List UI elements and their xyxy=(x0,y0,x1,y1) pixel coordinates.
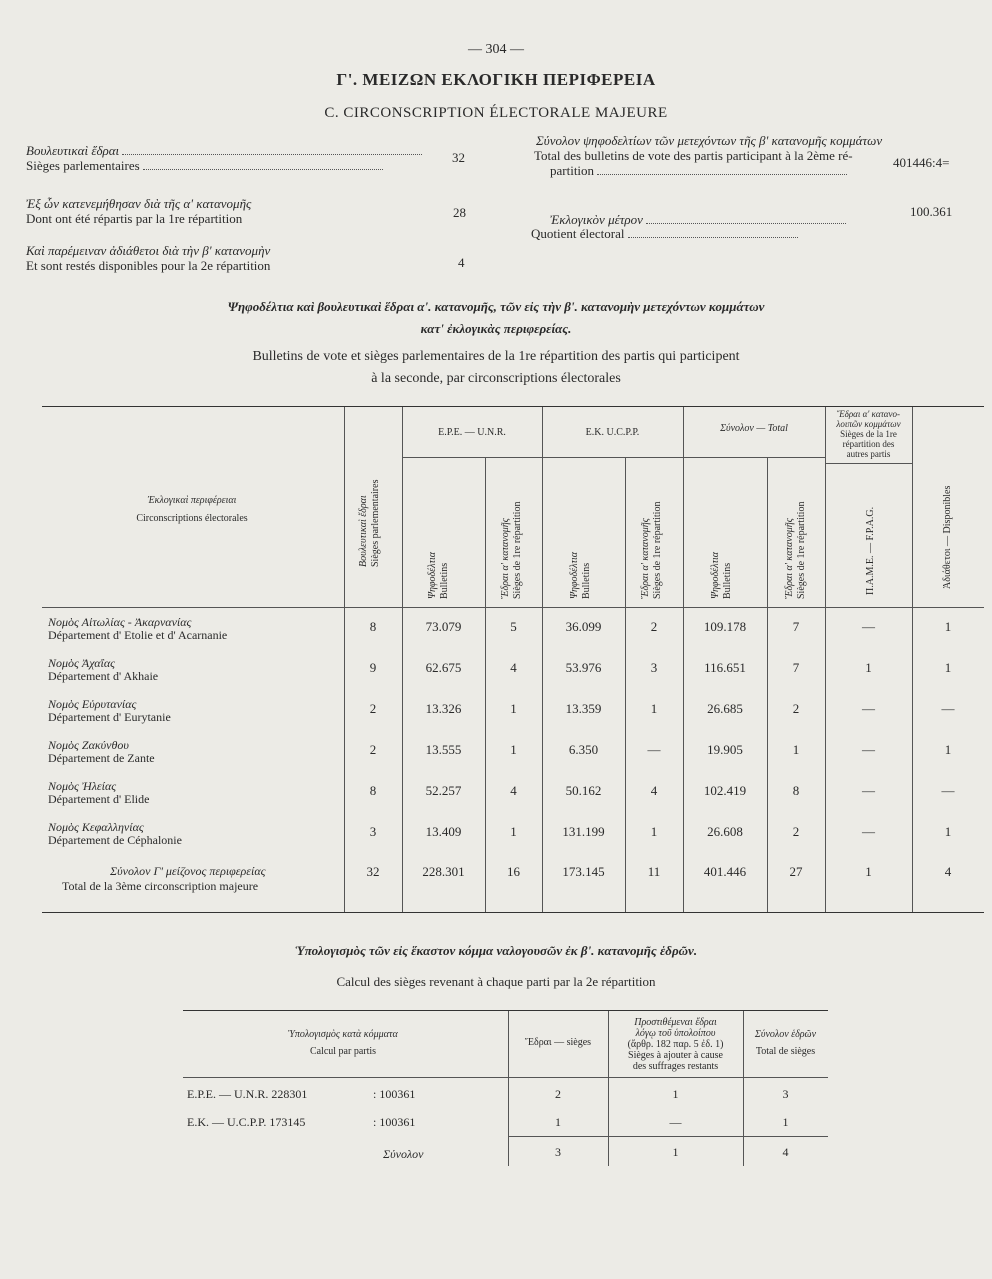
cell-ek-seats: 1 xyxy=(650,824,658,839)
cell-seats: 3 xyxy=(369,824,377,839)
calc-row-total: 1 xyxy=(782,1115,789,1129)
cell-epe-votes: 62.675 xyxy=(425,660,462,675)
calc-col2: Ἕδραι — sièges xyxy=(524,1037,592,1048)
cell-epe-seats: 1 xyxy=(510,742,517,757)
cell-epe-votes: 13.555 xyxy=(425,742,462,757)
cell-other: — xyxy=(862,619,875,634)
summary-seats-gr: Βουλευτικαὶ ἕδραι xyxy=(26,143,120,158)
summary-seats-fr: Sièges parlementaires xyxy=(26,158,140,173)
group-other-5: autres partis xyxy=(846,449,891,459)
summary-total-votes-value: 401446:4= xyxy=(893,155,950,170)
cell-epe-seats: 5 xyxy=(510,619,517,634)
summary-total-votes-fr-2: partition xyxy=(550,163,595,178)
group-other-1: Ἕδραι α' κατανο- xyxy=(836,409,901,419)
sub-ek-votes-fr: Bulletins xyxy=(581,562,592,599)
cell-epe-votes: 52.257 xyxy=(425,783,462,798)
section-title-french-2: à la seconde, par circonscriptions électorales xyxy=(371,371,621,386)
results-table xyxy=(42,406,984,913)
calc-col3-4: Sièges à ajouter à cause xyxy=(628,1050,723,1061)
row-region-gr: Νομὸς Ἠλείας xyxy=(48,779,117,793)
section-title-greek-1: Ψηφοδέλτια καὶ βουλευτικαὶ ἕδραι α'. κατανομῆς, τῶν εἰς τὴν β'. κατανομὴν μετεχόντων κομμάτων xyxy=(227,299,765,314)
group-epe: E.P.E. — U.N.R. xyxy=(438,427,506,438)
summary-remaining-value: 4 xyxy=(458,255,465,270)
section-title-greek-2: κατ' ἐκλογικὰς περιφερείας. xyxy=(420,321,572,336)
cell-seats: 2 xyxy=(369,701,377,716)
cell-ek-seats: — xyxy=(647,742,661,757)
cell-ek-votes: 50.162 xyxy=(565,783,602,798)
row-region-fr: Département d' Akhaie xyxy=(48,669,159,683)
cell-epe-seats: 4 xyxy=(510,783,517,798)
total-available: 4 xyxy=(944,864,952,879)
group-other-2: λοιπῶν κομμάτων xyxy=(836,419,901,429)
calc-col3-2: λόγῳ τοῦ ὑπολοίπου xyxy=(635,1028,716,1039)
sub-epe-seats-gr: Ἕδραι α' κατανομῆς xyxy=(500,518,511,599)
summary-quotient-fr-wrap xyxy=(531,226,911,241)
cell-epe-votes: 13.326 xyxy=(425,701,462,716)
calc-sum-added: 1 xyxy=(672,1145,679,1159)
cell-seats: 2 xyxy=(369,742,377,757)
cell-avail: 1 xyxy=(944,619,952,634)
cell-ek-votes: 6.350 xyxy=(568,742,599,757)
cell-ek-votes: 13.359 xyxy=(565,701,602,716)
cell-ek-seats: 2 xyxy=(650,619,658,634)
group-other-4: répartition des xyxy=(842,439,895,449)
cell-other: — xyxy=(862,742,875,757)
calc-row-seats: 1 xyxy=(555,1115,561,1129)
page-title-greek: Γ'. ΜΕΙΖΩΝ ΕΚΛΟΓΙΚΗ ΠΕΡΙΦΕΡΕΙΑ xyxy=(336,70,656,89)
sub-tot-seats-fr: Sièges de 1re répartition xyxy=(796,501,807,599)
cell-tot-seats: 2 xyxy=(792,701,800,716)
total-seats: 32 xyxy=(366,864,380,879)
calc-col1-fr: Calcul par partis xyxy=(309,1046,377,1057)
total-tot-seats: 27 xyxy=(789,864,803,879)
summary-total-votes-gr: Σύνολον ψηφοδελτίων τῶν μετεχόντων τῆς β' κατανομῆς κομμάτων xyxy=(536,133,883,148)
cell-ek-seats: 4 xyxy=(650,783,658,798)
calc-row-added: 1 xyxy=(672,1087,679,1101)
col-available: Ἀδιάθετοι — Disponibles xyxy=(942,485,953,589)
summary-remaining-fr: Et sont restés disponibles pour la 2e répartition xyxy=(26,258,271,273)
cell-epe-seats: 4 xyxy=(510,660,517,675)
summary-quotient-fr: Quotient électoral xyxy=(531,226,625,241)
calc-row-divisor: : 100361 xyxy=(373,1115,416,1129)
calc-col4-gr: Σύνολον ἑδρῶν xyxy=(754,1029,817,1040)
summary-quotient-gr: Ἐκλογικὸν μέτρον xyxy=(550,212,643,227)
calc-title-french: Calcul des sièges revenant à chaque parti par la 2e répartition xyxy=(336,974,656,989)
row-region-gr: Νομὸς Κεφαλληνίας xyxy=(48,820,144,834)
calc-col1-gr: Ὑπολογισμὸς κατὰ κόμματα xyxy=(288,1029,398,1040)
sub-ek-seats-fr: Sièges de 1re répartition xyxy=(652,501,663,599)
cell-other: — xyxy=(862,783,875,798)
total-tot-votes: 401.446 xyxy=(703,864,747,879)
calc-row-seats: 2 xyxy=(555,1087,561,1101)
cell-epe-votes: 73.079 xyxy=(425,619,462,634)
cell-tot-votes: 26.685 xyxy=(707,701,743,716)
col-region-fr: Circonscriptions électorales xyxy=(136,513,248,524)
col-seats-gr: Βουλευτικαὶ ἕδραι xyxy=(358,495,369,567)
row-region-gr: Νομὸς Αἰτωλίας - Ἀκαρνανίας xyxy=(48,615,192,629)
cell-epe-votes: 13.409 xyxy=(425,824,462,839)
sub-other: Π.Α.Μ.Ε. — F.P.A.G. xyxy=(865,506,876,595)
cell-seats: 9 xyxy=(369,660,377,675)
total-label-gr: Σύνολον Γ' μείζονος περιφερείας xyxy=(110,864,266,878)
summary-seats xyxy=(26,143,466,173)
page-number: — 304 — xyxy=(468,42,524,57)
summary-distributed-value: 28 xyxy=(453,205,466,220)
calc-sum-total: 4 xyxy=(782,1145,789,1159)
cell-tot-seats: 7 xyxy=(792,619,800,634)
cell-avail: 1 xyxy=(944,824,952,839)
cell-tot-votes: 116.651 xyxy=(704,660,746,675)
cell-other: — xyxy=(862,701,875,716)
row-region-gr: Νομὸς Ἀχαΐας xyxy=(48,656,116,670)
sub-epe-seats-fr: Sièges de 1re répartition xyxy=(512,501,523,599)
cell-ek-votes: 53.976 xyxy=(565,660,602,675)
cell-ek-votes: 36.099 xyxy=(565,619,602,634)
summary-remaining xyxy=(26,243,466,273)
cell-seats: 8 xyxy=(369,619,377,634)
calc-row-party: E.K. — U.C.P.P. 173145 xyxy=(187,1115,306,1129)
group-total: Σύνολον — Total xyxy=(720,423,788,434)
cell-tot-seats: 8 xyxy=(792,783,800,798)
row-region-fr: Département d' Eurytanie xyxy=(48,710,171,724)
calc-table xyxy=(183,1010,828,1166)
cell-tot-seats: 7 xyxy=(792,660,800,675)
cell-ek-seats: 1 xyxy=(650,701,658,716)
sub-ek-votes-gr: Ψηφοδέλτια xyxy=(569,551,580,599)
cell-tot-votes: 26.608 xyxy=(707,824,743,839)
calc-col3-1: Προστιθέμεναι ἕδραι xyxy=(634,1017,717,1028)
cell-tot-seats: 2 xyxy=(792,824,800,839)
cell-ek-seats: 3 xyxy=(650,660,658,675)
sub-tot-seats-gr: Ἕδραι α' κατανομῆς xyxy=(784,518,795,599)
summary-quotient-value: 100.361 xyxy=(910,204,953,219)
cell-tot-seats: 1 xyxy=(792,742,800,757)
cell-other: 1 xyxy=(865,660,872,675)
cell-tot-votes: 109.178 xyxy=(703,619,747,634)
calc-row-party: E.P.E. — U.N.R. 228301 xyxy=(187,1087,308,1101)
calc-row-total: 3 xyxy=(782,1087,789,1101)
summary-distributed xyxy=(26,196,466,226)
section-title-french-1: Bulletins de vote et sièges parlementaires de la 1re répartition des partis qui participent xyxy=(252,349,740,364)
cell-avail: 1 xyxy=(944,742,952,757)
calc-row-divisor: : 100361 xyxy=(373,1087,416,1101)
row-region-fr: Département d' Etolie et d' Acarnanie xyxy=(48,628,228,642)
calc-row-added: — xyxy=(669,1115,682,1129)
summary-quotient xyxy=(550,212,930,227)
row-region-fr: Département de Céphalonie xyxy=(48,833,182,847)
cell-tot-votes: 19.905 xyxy=(707,742,743,757)
row-region-fr: Département d' Elide xyxy=(48,792,150,806)
cell-ek-votes: 131.199 xyxy=(562,824,605,839)
summary-distributed-fr: Dont ont été répartis par la 1re répartition xyxy=(26,211,243,226)
cell-avail: — xyxy=(941,783,955,798)
total-epe-seats: 16 xyxy=(507,864,520,879)
sub-tot-votes-fr: Bulletins xyxy=(722,562,733,599)
sub-epe-votes-fr: Bulletins xyxy=(439,562,450,599)
calc-title-greek: Ὑπολογισμὸς τῶν εἰς ἕκαστον κόμμα ναλογουσῶν ἐκ β'. κατανομῆς ἑδρῶν. xyxy=(294,943,698,958)
summary-distributed-gr: Ἐξ ὧν κατενεμήθησαν διὰ τῆς α' κατανομῆς xyxy=(26,196,252,211)
calc-col3-3: (ἄρθρ. 182 παρ. 5 ἐδ. 1) xyxy=(627,1039,724,1050)
sub-ek-seats-gr: Ἕδραι α' κατανομῆς xyxy=(640,518,651,599)
row-region-gr: Νομὸς Ζακύνθου xyxy=(48,738,129,752)
cell-seats: 8 xyxy=(369,783,377,798)
summary-seats-value: 32 xyxy=(452,150,465,165)
col-region-gr: Ἐκλογικαὶ περιφέρειαι xyxy=(147,495,237,506)
sub-epe-votes-gr: Ψηφοδέλτια xyxy=(427,551,438,599)
cell-epe-seats: 1 xyxy=(510,701,517,716)
group-other-3: Sièges de la 1re xyxy=(840,429,897,439)
cell-epe-seats: 1 xyxy=(510,824,517,839)
total-ek-votes: 173.145 xyxy=(562,864,605,879)
calc-col4-fr: Total de sièges xyxy=(755,1046,816,1057)
total-ek-seats: 11 xyxy=(647,864,661,879)
total-label-fr: Total de la 3ème circonscription majeure xyxy=(62,879,259,893)
cell-avail: — xyxy=(941,701,955,716)
group-ek: E.K. U.C.P.P. xyxy=(585,427,640,438)
section-title-french xyxy=(0,346,992,390)
total-other: 1 xyxy=(865,864,872,879)
calc-col3-5: des suffrages restants xyxy=(632,1061,719,1072)
sub-tot-votes-gr: Ψηφοδέλτια xyxy=(710,551,721,599)
cell-avail: 1 xyxy=(944,660,952,675)
summary-remaining-gr: Καὶ παρέμειναν ἀδιάθετοι διὰ τὴν β' κατανομὴν xyxy=(26,243,271,258)
calc-sum-seats: 3 xyxy=(555,1145,561,1159)
col-seats-fr: Sièges parlementaires xyxy=(370,479,381,567)
summary-total-votes-fr: Total des bulletins de vote des partis participant à la 2ème ré- xyxy=(534,148,853,163)
group-other xyxy=(825,409,912,459)
section-title-greek xyxy=(0,296,992,340)
row-region-fr: Département de Zante xyxy=(48,751,155,765)
cell-tot-votes: 102.419 xyxy=(703,783,747,798)
cell-other: — xyxy=(862,824,875,839)
total-epe-votes: 228.301 xyxy=(422,864,465,879)
calc-sum-label: Σύνολον xyxy=(383,1147,424,1161)
page-title-french: C. CIRCONSCRIPTION ÉLECTORALE MAJEURE xyxy=(324,105,668,121)
row-region-gr: Νομὸς Εὐρυτανίας xyxy=(48,697,137,711)
